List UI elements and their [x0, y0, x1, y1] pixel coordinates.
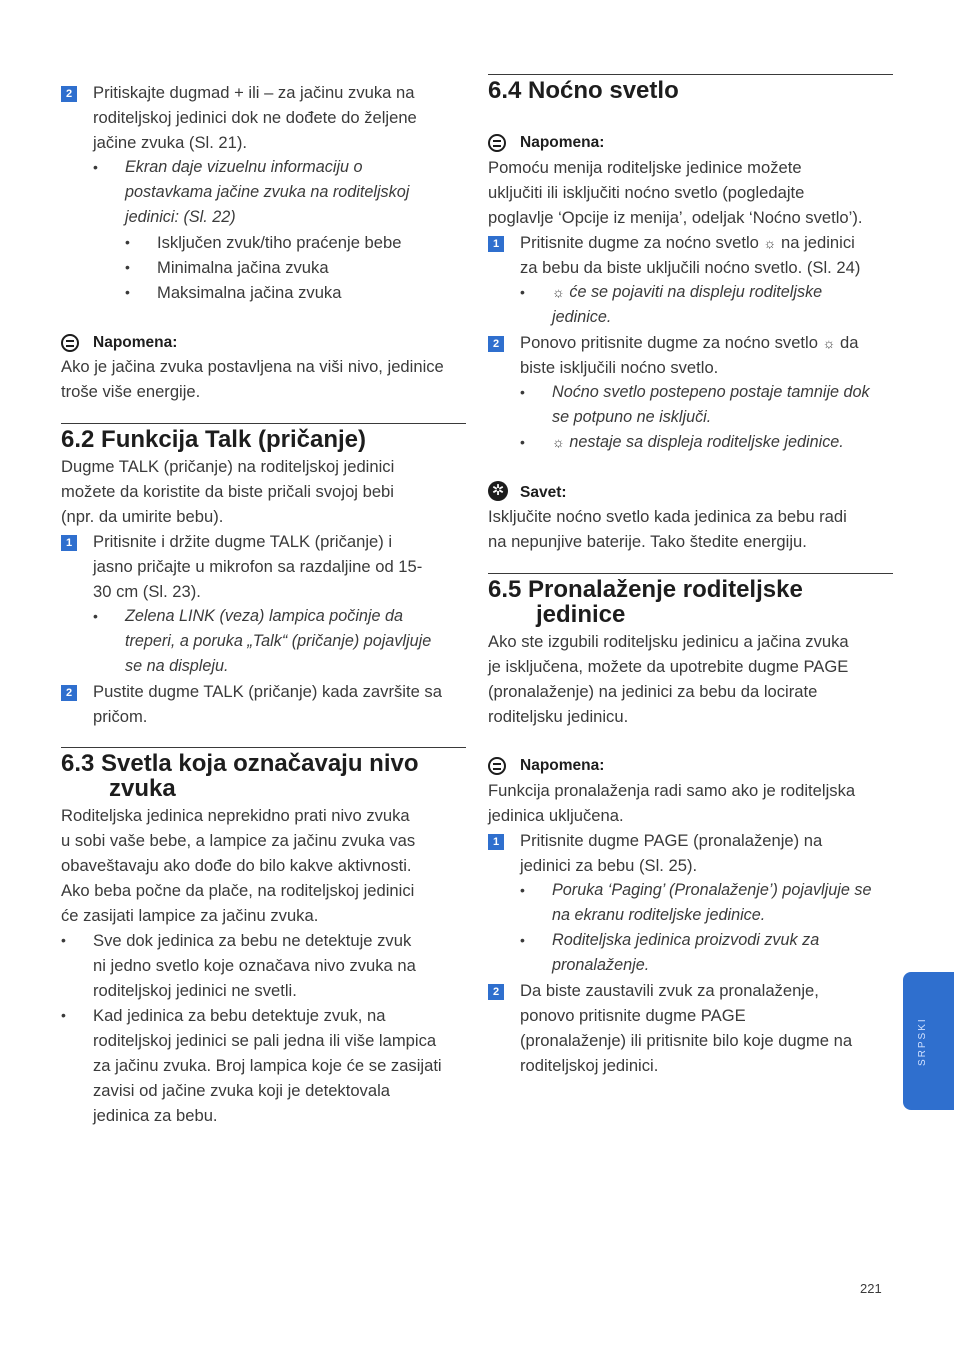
bullet-text-line: postavkama jačine zvuka na roditeljskoj [125, 183, 410, 201]
bullet-text-line: jedinici: (Sl. 22) [125, 208, 236, 226]
bullet-text-line: roditeljskoj jedinici ne svetli. [93, 981, 297, 1000]
bullet-dot: • [93, 159, 98, 175]
sub-bullet-text: Maksimalna jačina zvuka [157, 283, 342, 302]
step-text-line: Pritiskajte dugmad + ili – za jačinu zvuka na [93, 83, 415, 102]
paragraph-line: (npr. da umirite bebu). [61, 507, 224, 526]
step-text-line: Pritisnite dugme PAGE (pronalaženje) na [520, 831, 823, 850]
bullet-text-line: pronalaženje. [552, 956, 650, 974]
step-number-badge: 2 [488, 336, 504, 352]
paragraph-line: obaveštavaju ako dođe do bilo kakve aktivnosti. [61, 856, 412, 875]
sub-bullet-dot: • [125, 234, 130, 250]
step-number-badge: 1 [488, 834, 504, 850]
step-number-badge: 1 [488, 236, 504, 252]
note-icon [488, 757, 506, 775]
section-title-cont: jedinice [536, 601, 626, 628]
step-text-segment: Pritisnite dugme za noćno svetlo [520, 233, 759, 252]
step-text-line: roditeljskoj jedinici dok ne dođete do željene [93, 108, 417, 127]
paragraph-line: u sobi vaše bebe, a lampice za jačinu zvuka vas [61, 831, 416, 850]
bullet-dot: • [520, 434, 525, 450]
step-number-badge: 2 [61, 86, 77, 102]
section-title: 6.5 Pronalaženje roditeljske [488, 576, 803, 603]
bullet-text-line: Zelena LINK (veza) lampica počinje da [125, 607, 404, 625]
step-text-line: Pritisnite i držite dugme TALK (pričanje) i [93, 532, 393, 551]
section-rule [61, 747, 466, 748]
step-text-line: ponovo pritisnite dugme PAGE [520, 1006, 746, 1025]
section-title: 6.2 Funkcija Talk (pričanje) [61, 426, 366, 453]
bullet-text-line: jedinica za bebu. [93, 1106, 218, 1125]
note-heading: Napomena: [520, 134, 605, 151]
bullet-text-line: zavisi od jačine zvuka koji je detektovala [93, 1081, 391, 1100]
section-title: 6.4 Noćno svetlo [488, 77, 679, 104]
section-rule [61, 423, 466, 424]
section-rule [488, 573, 893, 574]
note-text-line: Ako je jačina zvuka postavljena na viši nivo, jedinice [61, 357, 444, 376]
sub-bullet-dot: • [125, 284, 130, 300]
paragraph-line: Ako beba počne da plače, na roditeljskoj jedinici [61, 881, 415, 900]
note-heading: Napomena: [520, 757, 605, 774]
tip-text-line: na nepunjive baterije. Tako štedite energiju. [488, 532, 807, 551]
step-text-line: Pustite dugme TALK (pričanje) kada završite sa [93, 682, 442, 701]
paragraph-line: će zasijati lampice za jačinu zvuka. [61, 906, 319, 925]
step-text-line: za bebu da biste uključili noćno svetlo. (Sl. 24) [520, 258, 861, 277]
bullet-text-line: treperi, a poruka „Talk“ (pričanje) pojavljuje [125, 632, 432, 650]
step-text-line: biste isključili noćno svetlo. [520, 358, 719, 377]
step-text-segment: da [840, 333, 859, 352]
step-text-line: (pronalaženje) ili pritisnite bilo koje dugme na [520, 1031, 853, 1050]
note-text-line: Pomoću menija roditeljske jedinice možete [488, 158, 802, 177]
bullet-text-line: Ekran daje vizuelnu informaciju o [125, 158, 363, 176]
step-text-line: pričom. [93, 707, 148, 726]
bullet-text-line: Roditeljska jedinica proizvodi zvuk za [552, 931, 820, 949]
language-tab-label: SRPSKI [917, 1017, 928, 1067]
paragraph-line: (pronalaženje) na jedinici za bebu da locirate [488, 682, 818, 701]
note-heading: Napomena: [93, 334, 178, 351]
section-title: 6.3 Svetla koja označavaju nivo [61, 750, 419, 777]
bullet-text-line: se potpuno ne isključi. [552, 408, 712, 426]
bullet-text-line: Sve dok jedinica za bebu ne detektuje zvuk [93, 931, 412, 950]
night-light-icon: ☼ [552, 434, 565, 450]
paragraph-line: je isključena, možete da upotrebite dugme PAGE [488, 657, 849, 676]
bullet-text-line: ni jedno svetlo koje označava nivo zvuka na [93, 956, 416, 975]
night-light-icon: ☼ [763, 235, 777, 251]
note-text-line: Funkcija pronalaženja radi samo ako je roditeljska [488, 781, 856, 800]
section-rule [488, 74, 893, 75]
bullet-text-segment: će se pojaviti na displeju roditeljske [569, 283, 823, 301]
step-text-line: Da biste zaustavili zvuk za pronalaženje, [520, 981, 819, 1000]
paragraph-line: Roditeljska jedinica neprekidno prati nivo zvuka [61, 806, 410, 825]
note-text-line: poglavlje ‘Opcije iz menija’, odeljak ‘Noćno svetlo’). [488, 208, 863, 227]
bullet-text-line: Poruka ‘Paging’ (Pronalaženje’) pojavljuje se [552, 881, 872, 899]
language-side-tab [903, 972, 954, 1110]
sub-bullet-dot: • [125, 259, 130, 275]
step-text-segment: na jedinici [781, 233, 855, 252]
sub-bullet-text: Minimalna jačina zvuka [157, 258, 329, 277]
step-text-segment: Ponovo pritisnite dugme za noćno svetlo [520, 333, 818, 352]
bullet-text-line: na ekranu roditeljske jedinice. [552, 906, 766, 924]
step-number-badge: 2 [61, 685, 77, 701]
bullet-dot: • [520, 284, 525, 300]
step-text-line [520, 330, 859, 356]
step-text-line: jačine zvuka (Sl. 21). [93, 133, 248, 152]
page-number: 221 [860, 1281, 882, 1296]
step-text-line [520, 230, 855, 256]
step-text-line: 30 cm (Sl. 23). [93, 582, 201, 601]
paragraph-line: roditeljsku jedinicu. [488, 707, 629, 726]
bullet-text-line: se na displeju. [125, 657, 229, 675]
bullet-text-line: za jačinu zvuka. Broj lampica koje će se zasijati [93, 1056, 442, 1075]
note-icon [488, 134, 506, 152]
bullet-dot: • [61, 1007, 66, 1023]
tip-icon: ✲ [488, 481, 508, 501]
bullet-text-line: roditeljskoj jedinici se pali jedna ili više lampica [93, 1031, 437, 1050]
paragraph-line: Dugme TALK (pričanje) na roditeljskoj jedinici [61, 457, 395, 476]
tip-heading: Savet: [520, 484, 567, 501]
bullet-dot: • [520, 932, 525, 948]
step-text-line: jasno pričajte u mikrofon sa razdaljine od 15- [93, 557, 423, 576]
bullet-text-line: Noćno svetlo postepeno postaje tamnije dok [552, 383, 870, 401]
night-light-icon: ☼ [822, 335, 836, 351]
bullet-dot: • [93, 608, 98, 624]
bullet-dot: • [61, 932, 66, 948]
bullet-text-line [552, 280, 822, 305]
step-text-line: jedinici za bebu (Sl. 25). [520, 856, 698, 875]
bullet-text-segment: nestaje sa displeja roditeljske jedinice. [569, 433, 844, 451]
paragraph-line: možete da koristite da biste pričali svojoj bebi [61, 482, 394, 501]
paragraph-line: Ako ste izgubili roditeljsku jedinicu a jačina zvuka [488, 632, 849, 651]
tip-text-line: Isključite noćno svetlo kada jedinica za bebu radi [488, 507, 847, 526]
bullet-text-line: Kad jedinica za bebu detektuje zvuk, na [93, 1006, 386, 1025]
bullet-text-line [552, 430, 844, 455]
bullet-text-line: jedinice. [552, 308, 612, 326]
note-icon [61, 334, 79, 352]
note-text-line: uključiti ili isključiti noćno svetlo (pogledajte [488, 183, 805, 202]
step-number-badge: 1 [61, 535, 77, 551]
note-text-line: jedinica uključena. [488, 806, 624, 825]
night-light-icon: ☼ [552, 284, 565, 300]
sub-bullet-text: Isključen zvuk/tiho praćenje bebe [157, 233, 402, 252]
step-number-badge: 2 [488, 984, 504, 1000]
section-title-cont: zvuka [109, 775, 176, 802]
step-text-line: roditeljskoj jedinici. [520, 1056, 659, 1075]
bullet-dot: • [520, 384, 525, 400]
bullet-dot: • [520, 882, 525, 898]
note-text-line: troše više energije. [61, 382, 201, 401]
